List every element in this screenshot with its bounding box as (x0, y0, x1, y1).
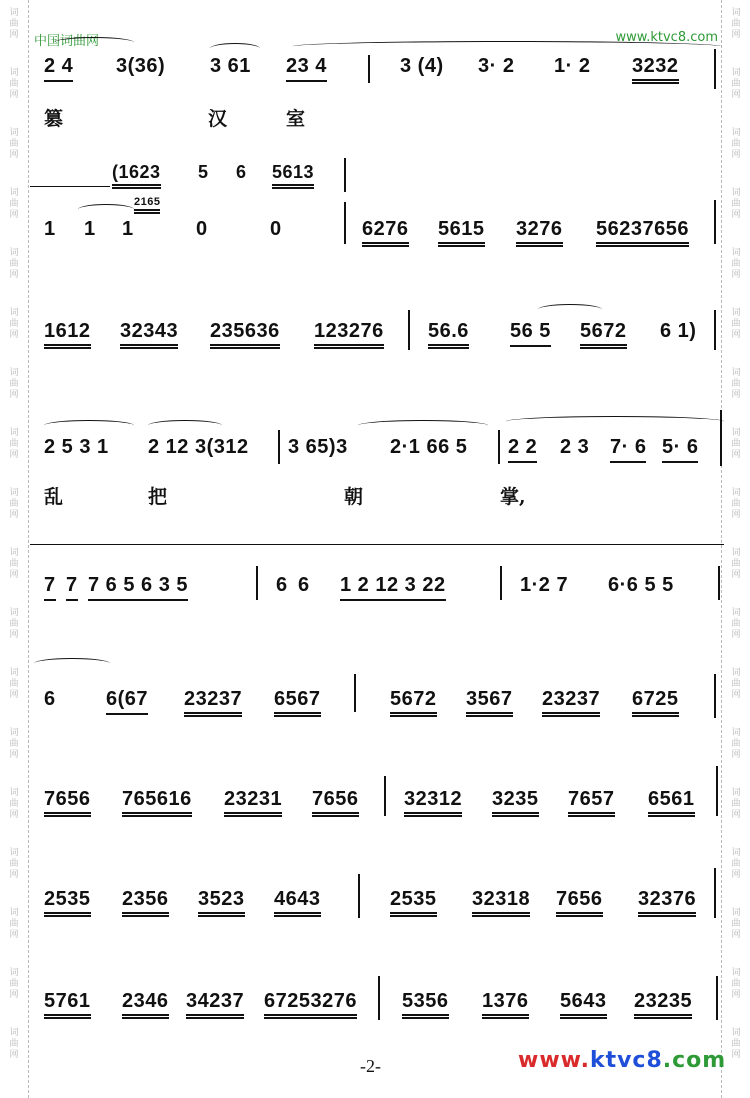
note-group: 3· 2 (478, 55, 515, 77)
extension-line (30, 186, 110, 187)
note-group: 5672 (390, 688, 437, 717)
note-group: 56.6 (428, 320, 469, 349)
page-number: -2- (360, 1056, 381, 1076)
note-group: 23235 (634, 990, 692, 1019)
watermark-mark: 词 曲 网 (9, 308, 19, 340)
note-group: 23 4 (286, 55, 327, 82)
url-part-www: www. (518, 1048, 590, 1073)
note-group: 2 4 (44, 55, 73, 82)
watermark-mark: 词 曲 网 (731, 608, 741, 640)
watermark-mark: 词 曲 网 (9, 8, 19, 40)
note-group: 23237 (184, 688, 242, 717)
barline (344, 158, 346, 192)
url-part-ktvc8: ktvc8 (589, 1048, 663, 1073)
site-url-header: www.ktvc8.com (615, 30, 718, 45)
slur (358, 420, 488, 431)
note-group: 1376 (482, 990, 529, 1019)
lyric: 掌, (500, 486, 526, 508)
note-group: 5615 (438, 218, 485, 247)
extension-line (30, 544, 724, 545)
watermark-mark: 词 曲 网 (731, 968, 741, 1000)
watermark-mark: 词 曲 网 (9, 248, 19, 280)
slur (292, 41, 722, 52)
slur (44, 420, 134, 431)
note-group: 32318 (472, 888, 530, 917)
note-group: 23231 (224, 788, 282, 817)
rest: 0 (196, 218, 208, 240)
note-group: 5672 (580, 320, 627, 349)
note-group: 56237656 (596, 218, 689, 247)
watermark-mark: 词 曲 网 (731, 848, 741, 880)
note-group: 32312 (404, 788, 462, 817)
site-name-header: 中国词曲网 (34, 34, 100, 49)
note: 1 (122, 218, 134, 240)
note-group: 6(67 (106, 688, 148, 715)
watermark-mark: 词 曲 网 (9, 668, 19, 700)
watermark-mark: 词 曲 网 (731, 548, 741, 580)
watermark-mark: 词 曲 网 (731, 788, 741, 820)
slur (78, 204, 134, 215)
lyric: 汉 (208, 108, 228, 130)
barline (714, 868, 716, 918)
barline (500, 566, 502, 600)
note-group: 3(36) (116, 55, 166, 77)
barline (354, 674, 356, 712)
watermark-mark: 词 曲 网 (9, 788, 19, 820)
note-group: 6725 (632, 688, 679, 717)
barline (714, 310, 716, 350)
barline (384, 776, 386, 816)
barline (358, 874, 360, 918)
watermark-mark: 词 曲 网 (731, 68, 741, 100)
note-group: 2 5 3 1 (44, 436, 109, 458)
note-group: (1623 (112, 162, 161, 189)
note-group: 5356 (402, 990, 449, 1019)
barline (344, 202, 346, 244)
barline (498, 430, 500, 464)
watermark-mark: 词 曲 网 (9, 188, 19, 220)
note: 7 (44, 574, 56, 601)
note-group: 3567 (466, 688, 513, 717)
watermark-mark: 词 曲 网 (731, 1028, 741, 1060)
note-group: 5· 6 (662, 436, 698, 463)
watermark-mark: 词 曲 网 (9, 608, 19, 640)
grace-notes: 2165 (134, 196, 160, 214)
watermark-mark: 词 曲 网 (9, 428, 19, 460)
note-group: 2535 (390, 888, 437, 917)
note-group: 6 1) (660, 320, 697, 342)
note: 6 (44, 688, 56, 710)
barline (278, 430, 280, 464)
note-group: 2 3 (560, 436, 590, 458)
slur (210, 43, 260, 54)
barline (378, 976, 380, 1020)
note-group: 6561 (648, 788, 695, 817)
watermark-mark: 词 曲 网 (9, 848, 19, 880)
barline (716, 976, 718, 1020)
note: 6 (276, 574, 288, 596)
note-group: 1612 (44, 320, 91, 349)
note-group: 5761 (44, 990, 91, 1019)
note-group: 2·1 66 5 (390, 436, 468, 458)
note-group: 235636 (210, 320, 280, 349)
lyric: 朝 (344, 486, 364, 508)
note-group: 5613 (272, 162, 314, 189)
note-group: 7· 6 (610, 436, 646, 463)
watermark-mark: 词 曲 网 (731, 188, 741, 220)
note: 1 (44, 218, 56, 240)
note-group: 2 2 (508, 436, 537, 463)
note-group: 3232 (632, 55, 679, 84)
watermark-mark: 词 曲 网 (731, 128, 741, 160)
note-group: 6·6 5 5 (608, 574, 674, 596)
note-group: 7656 (556, 888, 603, 917)
barline (718, 566, 720, 600)
lyric: 篡 (44, 108, 64, 130)
barline (714, 200, 716, 244)
note-group: 2346 (122, 990, 169, 1019)
watermark-mark: 词 曲 网 (731, 428, 741, 460)
note-group: 3523 (198, 888, 245, 917)
url-part-com: .com (662, 1048, 727, 1073)
note-group: 7656 (44, 788, 91, 817)
rest: 0 (270, 218, 282, 240)
note-group: 7656 (312, 788, 359, 817)
barline (720, 410, 722, 466)
barline (368, 55, 370, 83)
note-group: 5 (198, 162, 209, 182)
slur (538, 304, 602, 315)
note-group: 56 5 (510, 320, 551, 347)
watermark-mark: 词 曲 网 (731, 248, 741, 280)
note-group: 3 (4) (400, 55, 444, 77)
note-group: 7 6 5 6 3 5 (88, 574, 188, 601)
watermark-mark: 词 曲 网 (731, 368, 741, 400)
watermark-mark: 词 曲 网 (9, 68, 19, 100)
note: 6 (298, 574, 310, 596)
slur (34, 658, 110, 669)
left-watermark-strip (0, 0, 29, 1098)
watermark-mark: 词 曲 网 (9, 728, 19, 760)
note: 1 (84, 218, 96, 240)
note-group: 6567 (274, 688, 321, 717)
note-group: 67253276 (264, 990, 357, 1019)
watermark-mark: 词 曲 网 (9, 128, 19, 160)
watermark-mark: 词 曲 网 (9, 908, 19, 940)
slur (506, 416, 724, 427)
note-group: 4643 (274, 888, 321, 917)
note-group: 1 2 12 3 22 (340, 574, 446, 601)
site-logo-url (518, 1048, 726, 1073)
note-group: 32343 (120, 320, 178, 349)
note-group: 6276 (362, 218, 409, 247)
note-group: 6 (236, 162, 247, 182)
note: 7 (66, 574, 78, 601)
watermark-mark: 词 曲 网 (731, 8, 741, 40)
note-group: 32376 (638, 888, 696, 917)
slur (148, 420, 222, 431)
note-group: 3235 (492, 788, 539, 817)
watermark-mark: 词 曲 网 (731, 728, 741, 760)
note-group: 3 65)3 (288, 436, 348, 458)
note-group: 1· 2 (554, 55, 591, 77)
watermark-mark: 词 曲 网 (731, 308, 741, 340)
note-group: 3276 (516, 218, 563, 247)
watermark-mark: 词 曲 网 (9, 1028, 19, 1060)
barline (408, 310, 410, 350)
note-group: 34237 (186, 990, 244, 1019)
lyric: 乱 (44, 486, 64, 508)
note-group: 5643 (560, 990, 607, 1019)
barline (714, 674, 716, 718)
note-group: 7657 (568, 788, 615, 817)
barline (256, 566, 258, 600)
watermark-mark: 词 曲 网 (731, 488, 741, 520)
barline (714, 49, 716, 89)
lyric: 室 (286, 108, 306, 130)
watermark-mark: 词 曲 网 (731, 908, 741, 940)
note-group: 123276 (314, 320, 384, 349)
right-watermark-strip (721, 0, 750, 1098)
note-group: 2535 (44, 888, 91, 917)
watermark-mark: 词 曲 网 (731, 668, 741, 700)
watermark-mark: 词 曲 网 (9, 488, 19, 520)
barline (716, 766, 718, 816)
watermark-mark: 词 曲 网 (9, 968, 19, 1000)
note-group: 1·2 7 (520, 574, 569, 596)
note-group: 765616 (122, 788, 192, 817)
watermark-mark: 词 曲 网 (9, 548, 19, 580)
note-group: 2356 (122, 888, 169, 917)
lyric: 把 (148, 486, 168, 508)
slur (54, 37, 134, 48)
note-group: 3 61 (210, 55, 251, 77)
watermark-mark: 词 曲 网 (9, 368, 19, 400)
note-group: 23237 (542, 688, 600, 717)
note-group: 2 12 3(312 (148, 436, 249, 458)
